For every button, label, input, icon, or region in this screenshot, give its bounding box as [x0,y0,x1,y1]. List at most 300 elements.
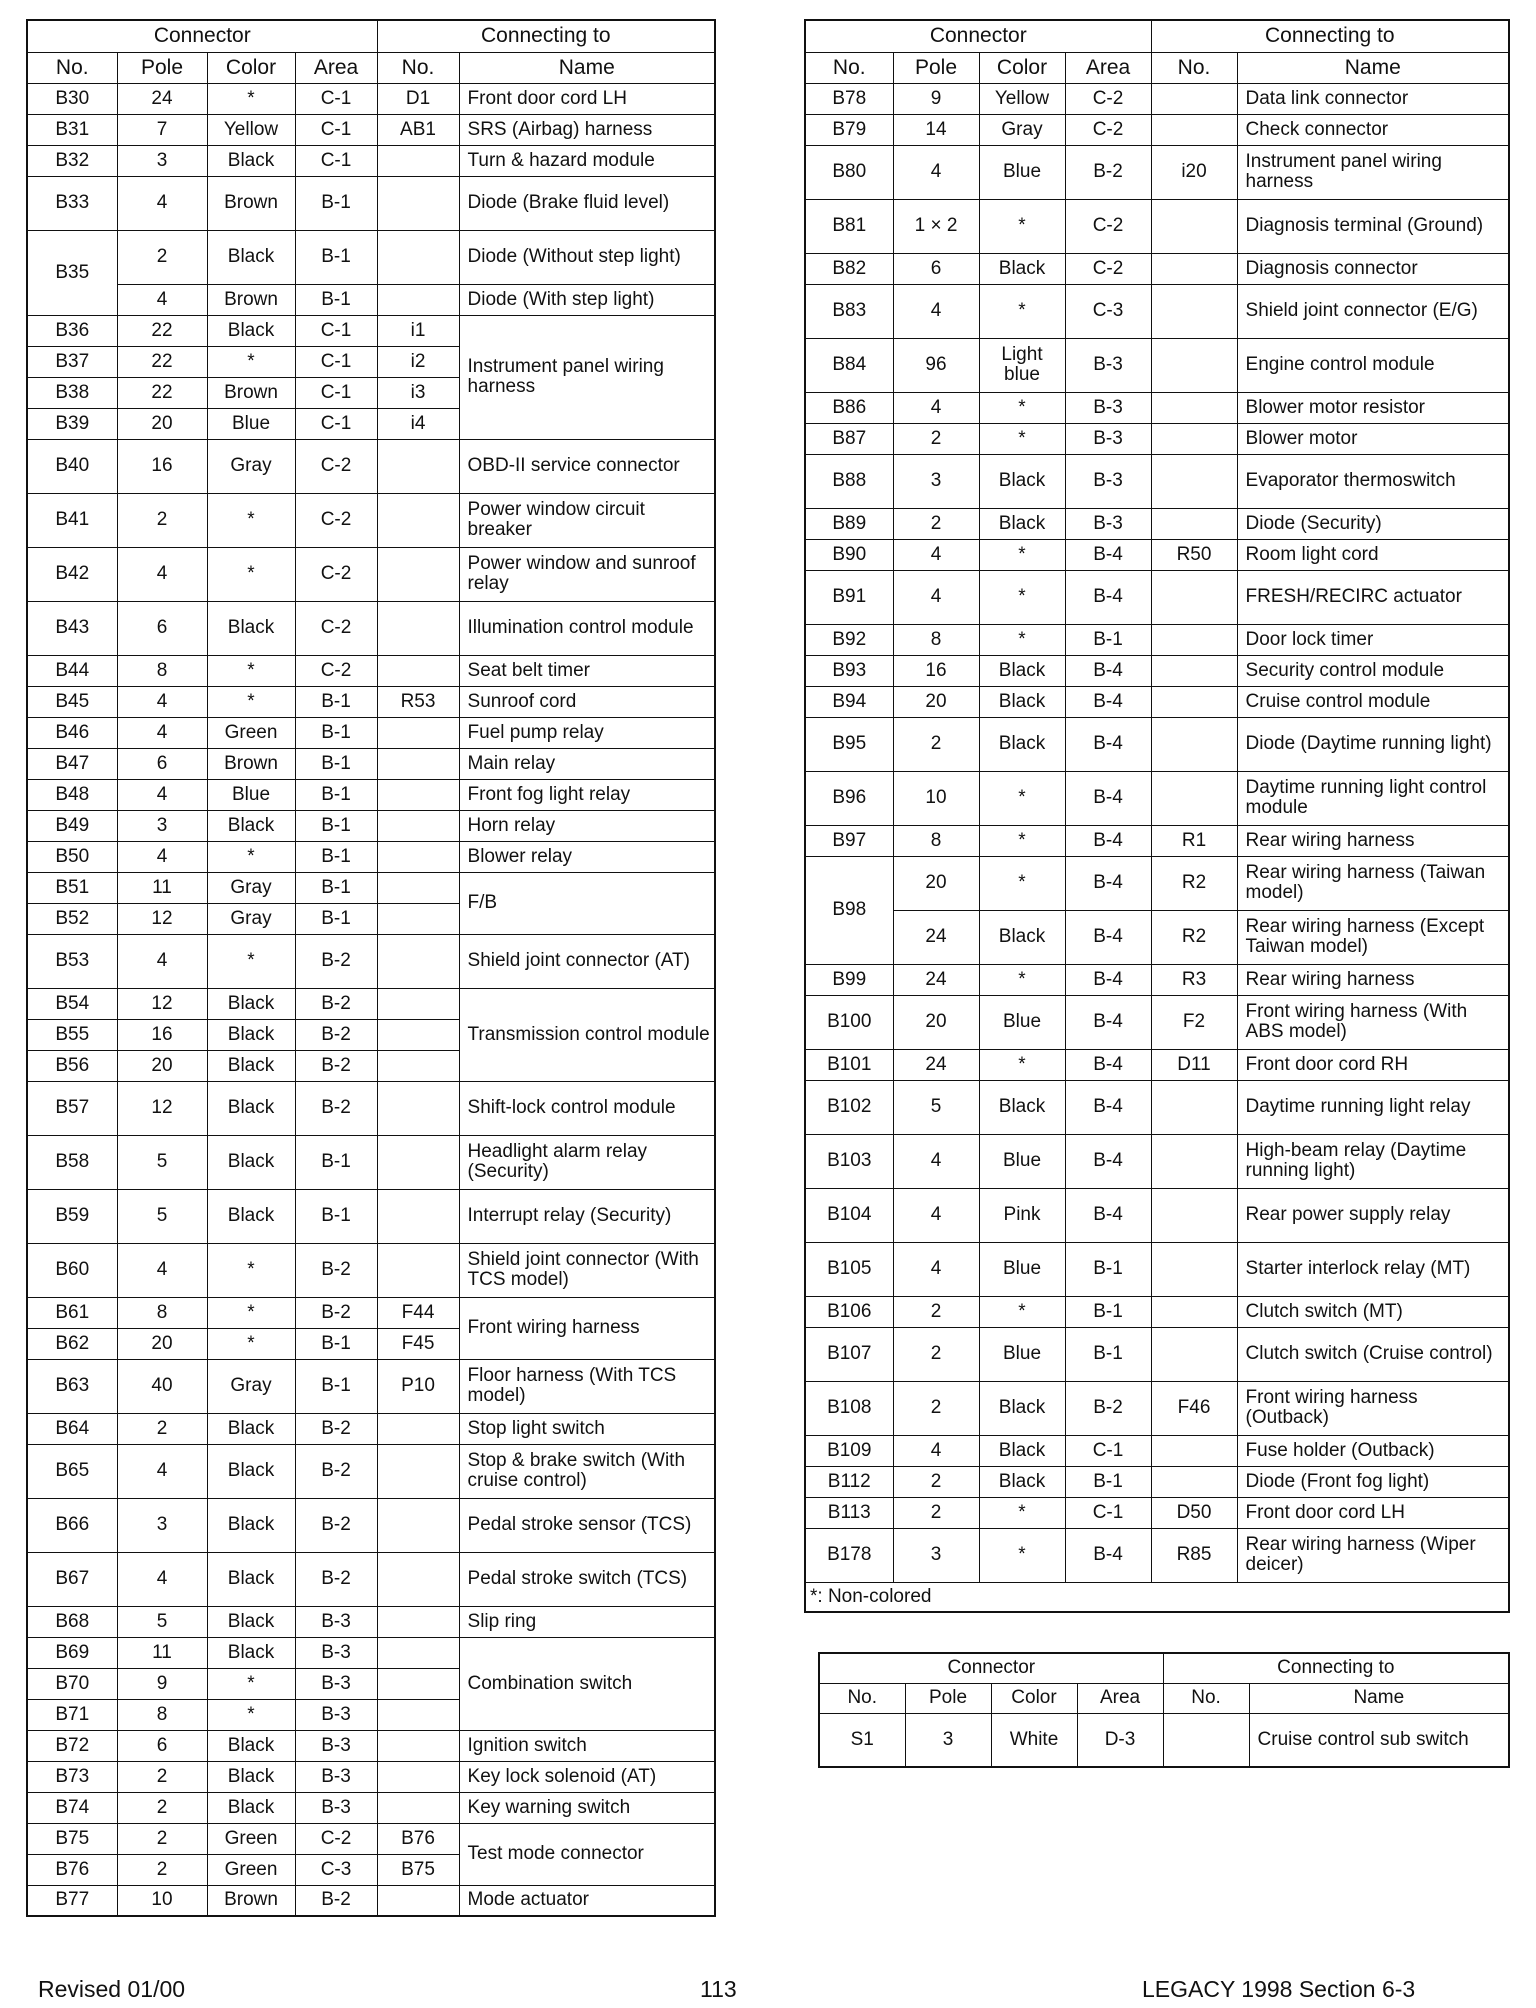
cell-color: * [207,841,295,872]
cell-area: B-1 [1065,624,1151,655]
cell-color: Blue [979,1134,1065,1188]
cell-color: Yellow [207,114,295,145]
cell-name: Diode (Without step light) [459,230,715,284]
cell-to-no [377,717,459,748]
cell-no: B59 [27,1189,117,1243]
cell-name: SRS (Airbag) harness [459,114,715,145]
cell-no: B55 [27,1019,117,1050]
cell-to-no [377,1019,459,1050]
cell-area: B-2 [295,1050,377,1081]
cell-area: B-4 [1065,1188,1151,1242]
cell-name: Door lock timer [1237,624,1509,655]
cell-pole: 12 [117,903,207,934]
cell-name: Diode (Daytime running light) [1237,717,1509,771]
cell-to-no [1151,83,1237,114]
cell-pole: 22 [117,346,207,377]
cell-name: Blower motor [1237,423,1509,454]
cell-name: Front door cord LH [1237,1497,1509,1528]
section-label: LEGACY 1998 Section 6-3 [1142,1976,1416,2002]
cell-to-no [1151,454,1237,508]
cell-color: * [207,1668,295,1699]
cell-color: * [979,825,1065,856]
cell-area: C-2 [295,1823,377,1854]
cell-color: Black [207,1792,295,1823]
cell-no: B46 [27,717,117,748]
cell-to-no [377,547,459,601]
cell-name: Slip ring [459,1606,715,1637]
cell-to-no [377,1792,459,1823]
cell-pole: 12 [117,1081,207,1135]
cell-area: B-4 [1065,825,1151,856]
cell-area: B-3 [295,1637,377,1668]
cell-pole: 3 [117,145,207,176]
cell-area: B-4 [1065,539,1151,570]
cell-color: Brown [207,1885,295,1916]
cell-no: B75 [27,1823,117,1854]
cell-pole: 16 [117,439,207,493]
cell-area: B-4 [1065,1528,1151,1582]
cell-pole: 5 [893,1080,979,1134]
cell-color: * [207,1699,295,1730]
cell-name: Stop & brake switch (With cruise control) [459,1444,715,1498]
cell-name: Diode (Front fog light) [1237,1466,1509,1497]
cell-no: B88 [805,454,893,508]
col-no: No. [27,52,117,83]
cell-to-no [377,1668,459,1699]
cell-name: Mode actuator [459,1885,715,1916]
cell-name: Front door cord LH [459,83,715,114]
cell-no: B74 [27,1792,117,1823]
connector-header: Connector [27,20,377,52]
cell-color: * [207,686,295,717]
cell-to-no [377,601,459,655]
cell-name: Engine control module [1237,338,1509,392]
cell-area: B-1 [295,841,377,872]
cell-no: B91 [805,570,893,624]
cell-area: B-2 [295,1019,377,1050]
cell-color: Gray [207,872,295,903]
cell-area: C-1 [295,83,377,114]
col-area: Area [1077,1683,1163,1713]
cell-color: * [979,570,1065,624]
cell-name: Rear wiring harness [1237,825,1509,856]
cell-area: B-1 [295,230,377,284]
col-area: Area [1065,52,1151,83]
cell-to-no [1151,1435,1237,1466]
cell-pole: 6 [117,1730,207,1761]
cell-name: F/B [459,872,715,934]
cell-to-no [1151,253,1237,284]
cell-pole: 22 [117,377,207,408]
cell-no: B107 [805,1327,893,1381]
cell-no: B53 [27,934,117,988]
cell-area: C-1 [295,408,377,439]
cell-pole: 6 [117,748,207,779]
cell-pole: 2 [117,1792,207,1823]
cell-area: B-4 [1065,1134,1151,1188]
cell-color: Gray [979,114,1065,145]
cell-no: B41 [27,493,117,547]
right-table-body [805,83,1509,1612]
cell-area: B-3 [1065,338,1151,392]
revision-label: Revised 01/00 [38,1976,186,2002]
cell-area: C-1 [295,145,377,176]
cell-area: B-4 [1065,1049,1151,1080]
cell-pole: 24 [893,1049,979,1080]
cell-area: B-1 [295,686,377,717]
cell-pole: 40 [117,1359,207,1413]
cell-color: Green [207,1823,295,1854]
connector-table-left [26,19,716,1917]
cell-no: B83 [805,284,893,338]
col-name: Name [1237,52,1509,83]
cell-name: Interrupt relay (Security) [459,1189,715,1243]
cell-area: B-2 [295,1444,377,1498]
cell-color: Black [207,1552,295,1606]
cell-no: B70 [27,1668,117,1699]
cell-no: B35 [27,230,117,315]
cell-color: * [979,856,1065,910]
cell-pole: 16 [893,655,979,686]
cell-no: B98 [805,856,893,964]
cell-no: B69 [27,1637,117,1668]
cell-no: B93 [805,655,893,686]
cell-color: Black [979,1080,1065,1134]
cell-to-no [1151,1466,1237,1497]
cell-name: Front door cord RH [1237,1049,1509,1080]
cell-to-no [1151,284,1237,338]
cell-color: Black [979,1381,1065,1435]
cell-to-no [377,779,459,810]
cell-name: Shield joint connector (AT) [459,934,715,988]
cell-area: C-3 [1065,284,1151,338]
cell-name: Daytime running light relay [1237,1080,1509,1134]
cell-to-no: F45 [377,1328,459,1359]
cell-pole: 4 [117,176,207,230]
cell-color: Gray [207,1359,295,1413]
cell-to-no [377,230,459,284]
connecting-to-header: Connecting to [1151,20,1509,52]
cell-color: Black [979,508,1065,539]
cell-no: B47 [27,748,117,779]
cell-to-no: D50 [1151,1497,1237,1528]
cell-name: High-beam relay (Daytime running light) [1237,1134,1509,1188]
cell-name: Key lock solenoid (AT) [459,1761,715,1792]
cell-pole: 4 [893,284,979,338]
cell-area: C-3 [295,1854,377,1885]
cell-name: Rear power supply relay [1237,1188,1509,1242]
cell-color: * [207,655,295,686]
cell-no: B31 [27,114,117,145]
cell-to-no: D11 [1151,1049,1237,1080]
connecting-to-header: Connecting to [377,20,715,52]
cell-pole: 9 [893,83,979,114]
cell-to-no [377,1730,459,1761]
col-no: No. [805,52,893,83]
cell-color: Gray [207,439,295,493]
cell-name: Diagnosis terminal (Ground) [1237,199,1509,253]
cell-area: B-2 [295,1081,377,1135]
cell-color: Black [207,1730,295,1761]
cell-name: FRESH/RECIRC actuator [1237,570,1509,624]
cell-pole: 10 [893,771,979,825]
cell-to-no [377,841,459,872]
cell-name: Diagnosis connector [1237,253,1509,284]
cell-to-no: B75 [377,1854,459,1885]
cell-name: Rear wiring harness (Except Taiwan model) [1237,910,1509,964]
cell-no: B45 [27,686,117,717]
cell-to-no: R50 [1151,539,1237,570]
cell-area: C-1 [295,114,377,145]
cell-pole: 3 [117,1498,207,1552]
cell-name: Rear wiring harness (Taiwan model) [1237,856,1509,910]
cell-pole: 2 [117,230,207,284]
cell-no: B68 [27,1606,117,1637]
cell-pole: 2 [893,717,979,771]
cell-no: B56 [27,1050,117,1081]
cell-color: Black [207,1761,295,1792]
cell-no: B30 [27,83,117,114]
cell-no: B48 [27,779,117,810]
cell-area: B-4 [1065,655,1151,686]
cell-area: B-1 [295,1359,377,1413]
cell-to-no [377,1761,459,1792]
cell-area: C-2 [295,547,377,601]
cell-pole: 6 [117,601,207,655]
cell-pole: 4 [893,392,979,423]
cell-pole: 2 [117,1854,207,1885]
cell-name: Main relay [459,748,715,779]
cell-name: Starter interlock relay (MT) [1237,1242,1509,1296]
cell-no: B44 [27,655,117,686]
cell-to-no [377,1050,459,1081]
cell-to-no [377,988,459,1019]
cell-no: B102 [805,1080,893,1134]
cell-no: B84 [805,338,893,392]
cell-color: Black [207,230,295,284]
cell-pole: 3 [905,1713,991,1767]
cell-to-no [1151,717,1237,771]
cell-area: B-3 [295,1606,377,1637]
cell-color: * [979,771,1065,825]
cell-color: * [207,547,295,601]
cell-area: B-1 [295,284,377,315]
cell-color: Blue [979,1327,1065,1381]
cell-to-no [377,1189,459,1243]
cell-no: B178 [805,1528,893,1582]
cell-name: Stop light switch [459,1413,715,1444]
cell-color: * [207,346,295,377]
cell-to-no: F46 [1151,1381,1237,1435]
cell-to-no: F44 [377,1297,459,1328]
cell-no: B105 [805,1242,893,1296]
cell-no: B109 [805,1435,893,1466]
left-table-body [27,83,715,1916]
cell-area: B-2 [295,934,377,988]
cell-to-no [377,1081,459,1135]
cell-color: Black [979,454,1065,508]
cell-pole: 4 [893,1242,979,1296]
cell-to-no: R2 [1151,856,1237,910]
cell-pole: 2 [893,508,979,539]
cell-to-no [1163,1713,1249,1767]
cell-area: B-1 [295,810,377,841]
cell-to-no: i20 [1151,145,1237,199]
cell-to-no [1151,1327,1237,1381]
cell-no: B99 [805,964,893,995]
cell-to-no [377,748,459,779]
cell-color: * [979,539,1065,570]
cell-to-no: F2 [1151,995,1237,1049]
cell-no: B86 [805,392,893,423]
cell-no: B62 [27,1328,117,1359]
cell-no: B50 [27,841,117,872]
cell-pole: 4 [117,1243,207,1297]
cell-name: Power window and sunroof relay [459,547,715,601]
cell-name: Clutch switch (MT) [1237,1296,1509,1327]
cell-area: B-2 [1065,145,1151,199]
cell-area: C-1 [1065,1435,1151,1466]
cell-pole: 5 [117,1189,207,1243]
cell-name: Combination switch [459,1637,715,1730]
cell-color: Green [207,717,295,748]
cell-area: B-3 [1065,508,1151,539]
cell-area: C-2 [1065,114,1151,145]
cell-pole: 9 [117,1668,207,1699]
cell-area: B-4 [1065,964,1151,995]
cell-to-no: R3 [1151,964,1237,995]
cell-to-no [1151,686,1237,717]
cell-pole: 4 [117,934,207,988]
cell-name: Seat belt timer [459,655,715,686]
cell-area: B-4 [1065,771,1151,825]
cell-to-no [1151,771,1237,825]
cell-area: B-1 [295,1328,377,1359]
cell-to-no [377,439,459,493]
cell-no: B67 [27,1552,117,1606]
cell-no: B43 [27,601,117,655]
cell-to-no [1151,1080,1237,1134]
cell-area: C-1 [295,346,377,377]
cell-no: B64 [27,1413,117,1444]
cell-to-no: P10 [377,1359,459,1413]
cell-to-no [377,145,459,176]
cell-no: B73 [27,1761,117,1792]
cell-name: Horn relay [459,810,715,841]
cell-name: Power window circuit breaker [459,493,715,547]
col-pole: Pole [893,52,979,83]
cell-color: Blue [207,779,295,810]
cell-color: Brown [207,748,295,779]
cell-no: B76 [27,1854,117,1885]
cell-color: Black [207,145,295,176]
cell-color: Black [207,1444,295,1498]
cell-color: Gray [207,903,295,934]
cell-area: B-3 [1065,392,1151,423]
cell-no: B57 [27,1081,117,1135]
cell-no: B78 [805,83,893,114]
cell-area: B-4 [1065,570,1151,624]
col-area: Area [295,52,377,83]
cell-no: B61 [27,1297,117,1328]
cell-to-no: i1 [377,315,459,346]
cell-color: Black [207,1081,295,1135]
cell-no: B40 [27,439,117,493]
cell-to-no [1151,624,1237,655]
cell-to-no [377,176,459,230]
cell-area: B-1 [1065,1242,1151,1296]
cell-color: * [207,1297,295,1328]
cell-area: C-1 [1065,1497,1151,1528]
cell-pole: 1 × 2 [893,199,979,253]
table-row [819,1713,1509,1767]
cell-area: B-2 [295,1243,377,1297]
cell-pole: 20 [117,408,207,439]
cell-pole: 7 [117,114,207,145]
cell-pole: 16 [117,1019,207,1050]
cell-pole: 8 [117,1297,207,1328]
cell-color: * [979,199,1065,253]
cell-no: B90 [805,539,893,570]
cell-name: Instrument panel wiring harness [1237,145,1509,199]
cell-to-no [1151,1188,1237,1242]
cell-area: B-2 [295,1552,377,1606]
cell-name: Data link connector [1237,83,1509,114]
connecting-to-header: Connecting to [1163,1653,1509,1683]
cell-no: B51 [27,872,117,903]
cell-to-no: AB1 [377,114,459,145]
cell-to-no [1151,392,1237,423]
cell-pole: 4 [117,1444,207,1498]
cell-pole: 11 [117,1637,207,1668]
cell-pole: 2 [117,1761,207,1792]
cell-color: * [979,1497,1065,1528]
cell-pole: 4 [117,779,207,810]
cell-area: C-2 [295,655,377,686]
cell-area: B-1 [295,1135,377,1189]
cell-to-no [1151,199,1237,253]
cell-pole: 4 [893,570,979,624]
cell-no: B71 [27,1699,117,1730]
cell-to-no [377,872,459,903]
cell-name: Diode (Brake fluid level) [459,176,715,230]
cell-to-no [377,903,459,934]
cell-pole: 5 [117,1606,207,1637]
cell-color: * [207,493,295,547]
cell-area: B-1 [295,779,377,810]
cell-area: B-3 [295,1730,377,1761]
cell-no: B103 [805,1134,893,1188]
cell-color: Black [207,315,295,346]
cell-pole: 3 [117,810,207,841]
cell-color: Black [979,686,1065,717]
cell-pole: 96 [893,338,979,392]
cell-pole: 4 [893,539,979,570]
non-colored-note: *: Non-colored [805,1582,1509,1612]
cell-pole: 4 [117,841,207,872]
cell-pole: 4 [893,1134,979,1188]
cell-area: B-4 [1065,856,1151,910]
cell-area: B-3 [295,1699,377,1730]
cell-color: Black [207,988,295,1019]
cell-area: B-2 [295,1297,377,1328]
cell-color: Brown [207,176,295,230]
cell-color: Blue [979,145,1065,199]
cell-name: Pedal stroke switch (TCS) [459,1552,715,1606]
cell-color: Pink [979,1188,1065,1242]
cell-no: B96 [805,771,893,825]
cell-color: * [979,624,1065,655]
